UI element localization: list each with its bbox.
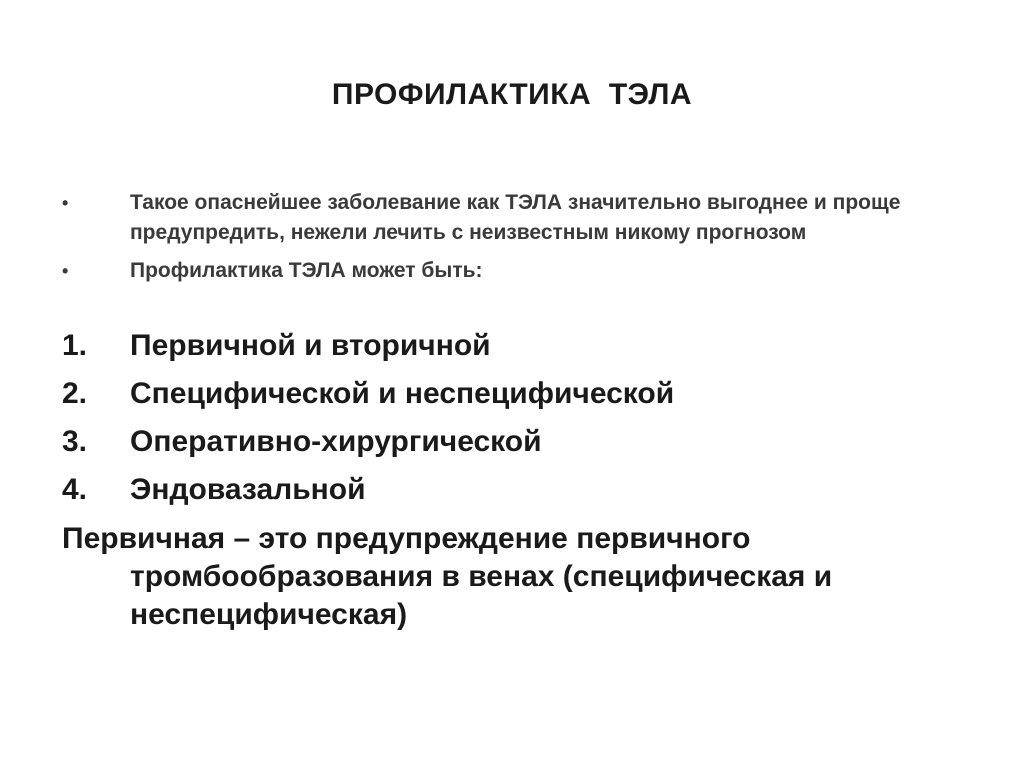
bullet-text: Такое опаснейшее заболевание как ТЭЛА значительно выгоднее и проще предупредить, нежели лечить с неизвестным никому прогнозом bbox=[130, 191, 901, 244]
numbered-text: Эндовазальной bbox=[130, 473, 366, 506]
bullet-marker: • bbox=[62, 193, 69, 213]
bullet-text: Профилактика ТЭЛА может быть: bbox=[130, 259, 483, 282]
slide-title: ПРОФИЛАКТИКА ТЭЛА bbox=[331, 78, 693, 111]
definition-paragraph: Первичная – это предупреждение первичного тромбообразования в венах (специфическая и неспецифическая) bbox=[62, 522, 833, 631]
number-marker: 3. bbox=[62, 425, 88, 458]
numbered-text: Первичной и вторичной bbox=[130, 329, 491, 362]
bullet-item bbox=[62, 188, 972, 248]
number-marker: 4. bbox=[62, 473, 88, 506]
number-marker: 1. bbox=[62, 329, 88, 362]
numbered-item bbox=[62, 466, 972, 514]
number-marker: 2. bbox=[62, 377, 88, 410]
numbered-text: Специфической и неспецифической bbox=[130, 377, 675, 410]
bullet-list bbox=[62, 188, 972, 294]
bullet-item bbox=[62, 256, 972, 286]
numbered-list bbox=[62, 322, 972, 514]
numbered-item bbox=[62, 418, 972, 466]
bullet-marker: • bbox=[62, 261, 69, 281]
numbered-item bbox=[62, 370, 972, 418]
numbered-text: Оперативно-хирургической bbox=[130, 425, 542, 458]
numbered-item bbox=[62, 322, 972, 370]
